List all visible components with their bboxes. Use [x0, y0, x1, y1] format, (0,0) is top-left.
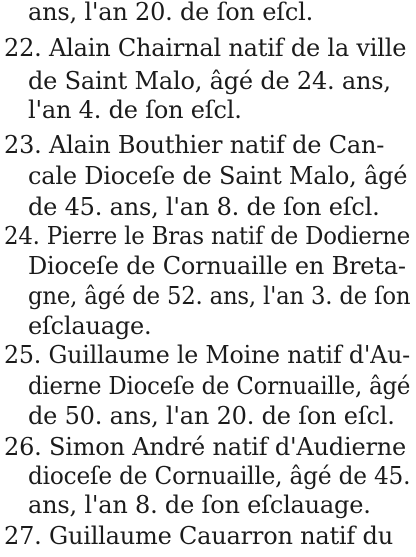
text-line-14: de 50. ans, l'an 20. de ſon eſcl. — [28, 402, 395, 430]
text-line-13: dierne Dioceſe de Cornuaille, âgé — [28, 372, 411, 400]
text-line-11: eſclauage. — [28, 312, 152, 340]
text-line-6: cale Dioceſe de Saint Malo, âgé — [28, 162, 408, 190]
text-line-16: dioceſe de Cornuaille, âgé de 45. — [28, 462, 411, 490]
text-line-17: ans, l'an 8. de ſon eſclauage. — [28, 491, 371, 519]
text-line-8: 24. Pierre le Bras natif de Dodierne — [4, 222, 411, 250]
text-line-7: de 45. ans, l'an 8. de ſon eſcl. — [28, 193, 380, 221]
text-line-3: de Saint Malo, âgé de 24. ans, — [28, 67, 391, 95]
text-line-9: Dioceſe de Cornuaille en Breta- — [28, 252, 406, 280]
text-line-4: l'an 4. de ſon eſcl. — [28, 96, 242, 124]
text-line-18: 27. Guillaume Cauarron natif du — [4, 522, 393, 550]
text-line-2: 22. Alain Chairnal natif de la ville — [4, 34, 407, 62]
text-line-15: 26. Simon André natif d'Audierne — [4, 433, 406, 461]
text-line-5: 23. Alain Bouthier natif de Can- — [4, 131, 385, 159]
text-line-12: 25. Guillaume le Moine natif d'Au- — [4, 341, 410, 369]
text-line-1: ans, l'an 20. de ſon eſcl. — [28, 0, 314, 26]
text-line-10: gne, âgé de 52. ans, l'an 3. de ſon — [28, 282, 411, 310]
